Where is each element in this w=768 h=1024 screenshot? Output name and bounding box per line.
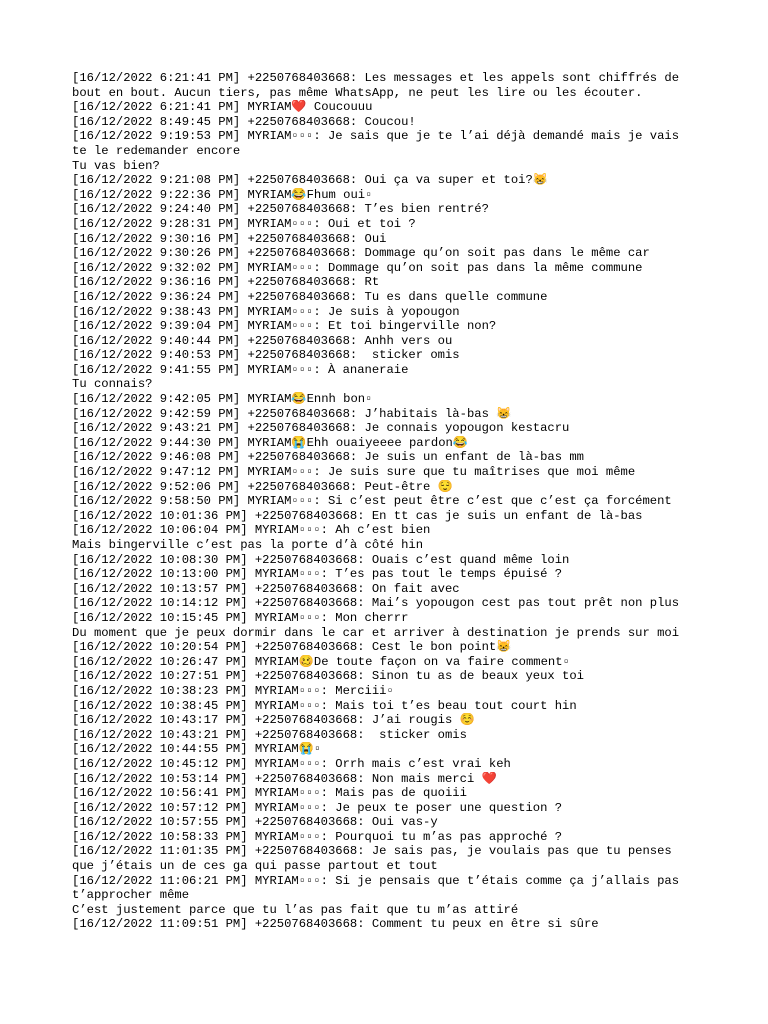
transcript-line: t’approcher même	[72, 888, 190, 903]
transcript-line: [16/12/2022 9:36:16 PM] +2250768403668: Rt	[72, 275, 380, 290]
transcript-line: [16/12/2022 9:21:08 PM] +2250768403668: Oui ça va super et toi?😸	[72, 173, 548, 188]
transcript-line: [16/12/2022 9:30:26 PM] +2250768403668: Dommage qu’on soit pas dans le même car	[72, 246, 650, 261]
transcript-line: [16/12/2022 10:15:45 PM] MYRIAM▫▫▫: Mon cherrr	[72, 610, 409, 625]
transcript-line: [16/12/2022 9:52:06 PM] +2250768403668: Peut-être 😌	[72, 479, 453, 494]
transcript-line: [16/12/2022 9:28:31 PM] MYRIAM▫▫▫: Oui et toi ?	[72, 216, 416, 231]
transcript-line: [16/12/2022 10:56:41 PM] MYRIAM▫▫▫: Mais pas de quoiii	[72, 786, 467, 801]
transcript-line: [16/12/2022 10:44:55 PM] MYRIAM😭▫	[72, 742, 322, 757]
transcript-line: [16/12/2022 10:57:12 PM] MYRIAM▫▫▫: Je peux te poser une question ?	[72, 800, 563, 815]
transcript-line: [16/12/2022 9:40:53 PM] +2250768403668: sticker omis	[72, 348, 460, 363]
transcript-line: [16/12/2022 10:20:54 PM] +2250768403668: Cest le bon point😸	[72, 640, 512, 655]
transcript-line: Mais bingerville c’est pas la porte d’à côté hin	[72, 538, 424, 552]
chat-transcript-lines	[72, 71, 700, 932]
transcript-line: [16/12/2022 11:01:35 PM] +2250768403668: Je sais pas, je voulais pas que tu penses	[72, 844, 672, 859]
chat-transcript-page	[72, 71, 700, 932]
transcript-line: [16/12/2022 11:09:51 PM] +2250768403668: Comment tu peux en être si sûre	[72, 917, 599, 932]
transcript-line: [16/12/2022 10:53:14 PM] +2250768403668: Non mais merci ❤️	[72, 771, 497, 786]
transcript-line: [16/12/2022 9:19:53 PM] MYRIAM▫▫▫: Je sais que je te l’ai déjà demandé mais je vais	[72, 129, 680, 144]
transcript-line: [16/12/2022 10:38:23 PM] MYRIAM▫▫▫: Merciii▫	[72, 683, 394, 698]
transcript-line: [16/12/2022 10:13:00 PM] MYRIAM▫▫▫: T’es pas tout le temps épuisé ?	[72, 567, 563, 582]
transcript-line: [16/12/2022 10:57:55 PM] +2250768403668: Oui vas-y	[72, 815, 438, 830]
transcript-line: [16/12/2022 9:47:12 PM] MYRIAM▫▫▫: Je suis sure que tu maîtrises que moi même	[72, 465, 636, 480]
transcript-line: [16/12/2022 9:42:59 PM] +2250768403668: J’habitais là-bas 😸	[72, 406, 512, 421]
transcript-line: [16/12/2022 9:46:08 PM] +2250768403668: Je suis un enfant de là-bas mm	[72, 450, 584, 465]
transcript-line: [16/12/2022 10:01:36 PM] +2250768403668: En tt cas je suis un enfant de là-bas	[72, 508, 643, 523]
transcript-line: [16/12/2022 10:27:51 PM] +2250768403668: Sinon tu as de beaux yeux toi	[72, 669, 584, 684]
transcript-line: [16/12/2022 9:44:30 PM] MYRIAM😭Ehh ouaiyeeee pardon😂	[72, 435, 469, 450]
transcript-line: [16/12/2022 9:32:02 PM] MYRIAM▫▫▫: Dommage qu’on soit pas dans la même commune	[72, 260, 643, 275]
transcript-line: [16/12/2022 9:41:55 PM] MYRIAM▫▫▫: À ananeraie	[72, 362, 409, 377]
transcript-line: [16/12/2022 10:58:33 PM] MYRIAM▫▫▫: Pourquoi tu m’as pas approché ?	[72, 829, 563, 844]
transcript-line: [16/12/2022 9:42:05 PM] MYRIAM😂Ennh bon▫	[72, 392, 373, 407]
transcript-line: [16/12/2022 10:26:47 PM] MYRIAM🥴De toute façon on va faire comment▫	[72, 654, 570, 669]
transcript-line: [16/12/2022 10:43:21 PM] +2250768403668: sticker omis	[72, 727, 467, 742]
transcript-line: [16/12/2022 11:06:21 PM] MYRIAM▫▫▫: Si je pensais que t’étais comme ça j’allais pas	[72, 873, 680, 888]
transcript-line: [16/12/2022 10:13:57 PM] +2250768403668: On fait avec	[72, 581, 460, 596]
transcript-line: [16/12/2022 10:08:30 PM] +2250768403668: Ouais c’est quand même loin	[72, 552, 570, 567]
transcript-line: [16/12/2022 10:43:17 PM] +2250768403668: J’ai rougis ☺️	[72, 713, 475, 728]
transcript-line: [16/12/2022 10:45:12 PM] MYRIAM▫▫▫: Orrh mais c’est vrai keh	[72, 756, 511, 771]
transcript-line: [16/12/2022 9:43:21 PM] +2250768403668: Je connais yopougon kestacru	[72, 421, 570, 436]
transcript-line: [16/12/2022 9:38:43 PM] MYRIAM▫▫▫: Je suis à yopougon	[72, 304, 460, 319]
transcript-line: Tu vas bien?	[72, 158, 160, 173]
transcript-line: Du moment que je peux dormir dans le car et arriver à destination je prends sur moi	[72, 625, 680, 640]
transcript-line: [16/12/2022 9:22:36 PM] MYRIAM😂Fhum oui▫	[72, 187, 373, 202]
transcript-line: [16/12/2022 10:14:12 PM] +2250768403668: Mai’s yopougon cest pas tout prêt non plus	[72, 596, 680, 611]
transcript-line: [16/12/2022 9:39:04 PM] MYRIAM▫▫▫: Et toi bingerville non?	[72, 319, 497, 334]
transcript-line: Tu connais?	[72, 377, 153, 392]
transcript-line: [16/12/2022 6:21:41 PM] +2250768403668: Les messages et les appels sont chiffrés de	[72, 71, 680, 85]
transcript-line: [16/12/2022 9:30:16 PM] +2250768403668: Oui	[72, 231, 387, 246]
transcript-line: te le redemander encore	[72, 143, 241, 158]
transcript-line: [16/12/2022 9:40:44 PM] +2250768403668: Anhh vers ou	[72, 333, 453, 348]
transcript-line: [16/12/2022 10:38:45 PM] MYRIAM▫▫▫: Mais toi t’es beau tout court hin	[72, 698, 577, 713]
transcript-line: [16/12/2022 6:21:41 PM] MYRIAM❤️ Coucouuu	[72, 100, 373, 115]
transcript-line: que j’étais un de ces ga qui passe partout et tout	[72, 859, 438, 874]
transcript-line: [16/12/2022 8:49:45 PM] +2250768403668: Coucou!	[72, 114, 416, 129]
transcript-line: [16/12/2022 9:24:40 PM] +2250768403668: T’es bien rentré?	[72, 202, 489, 217]
transcript-line: [16/12/2022 10:06:04 PM] MYRIAM▫▫▫: Ah c’est bien	[72, 523, 431, 538]
transcript-line: [16/12/2022 9:36:24 PM] +2250768403668: Tu es dans quelle commune	[72, 289, 548, 304]
transcript-line: bout en bout. Aucun tiers, pas même WhatsApp, ne peut les lire ou les écouter.	[72, 85, 643, 100]
transcript-line: [16/12/2022 9:58:50 PM] MYRIAM▫▫▫: Si c’est peut être c’est que c’est ça forcément	[72, 494, 672, 509]
transcript-line: C’est justement parce que tu l’as pas fait que tu m’as attiré	[72, 902, 519, 917]
